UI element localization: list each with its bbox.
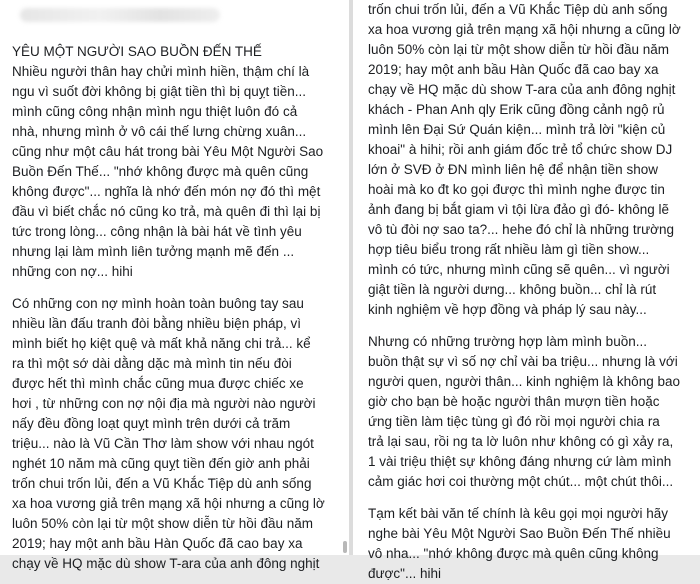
- right-post-text: [368, 0, 698, 584]
- text-line: mình lên Đại Sứ Quán kiện... mình trả lời "kiện củ: [368, 122, 666, 137]
- text-line: khách - Phan Anh qly Erik cũng đồng cảnh ngộ rủ: [368, 102, 665, 117]
- paragraph: [368, 0, 698, 320]
- text-line: ngu vì suốt đời không bị giật tiền thì bị quỵt tiền...: [12, 84, 307, 99]
- text-line: triệu... nào là Vũ Cần Thơ làm show với nhau ngót: [12, 436, 314, 451]
- text-line: hợp tiêu biểu trong rất nhiều làm gì tiền show...: [368, 242, 650, 257]
- text-line: người quen, người thân... kinh nghiệm là không bao: [368, 374, 680, 389]
- text-line: tức trong lòng... công nhận là bài hát về tình yêu: [12, 224, 302, 239]
- text-line: xa hoa vương giả trên mạng xã hội nhưng a cũng lờ: [368, 22, 681, 37]
- right-post-panel: [353, 0, 700, 581]
- text-line: khoai" à hihi; rồi anh giám đốc trẻ tổ chức show DJ: [368, 142, 673, 157]
- text-line: 1 vài triệu thiệt sự không đáng nhưng cứ làm mình: [368, 454, 672, 469]
- paragraph: [368, 504, 698, 584]
- text-line: trốn chui trốn lủi, đến a Vũ Khắc Tiệp dù anh sống: [368, 2, 668, 17]
- text-line: 2019; hay một anh bầu Hàn Quốc đã cao bay xa: [12, 536, 303, 551]
- text-line: không được"... nghĩa là nhớ đến món nợ đó thì mệt: [12, 184, 321, 199]
- text-line: Tạm kết bài văn tế chính là kêu gọi mọi người hãy: [368, 506, 669, 521]
- text-line: trả lại sau, rồi ng ta lờ luôn như không có gì xảy ra,: [368, 434, 674, 449]
- text-line: chạy về HQ mặc dù show T-ara của anh đông nghịt: [368, 82, 676, 97]
- paragraph: [12, 294, 342, 574]
- text-line: cũng như một câu hát trong bài Yêu Một Người Sao: [12, 144, 324, 159]
- text-line: trốn chui trốn lủi, đến a Vũ Khắc Tiệp dù anh sống: [12, 476, 312, 491]
- text-line: mình biết họ kiệt quệ và mất khả năng chi trả... kể: [12, 336, 311, 351]
- text-line: được hết thì mình chắc cũng mua được chiếc xe: [12, 376, 304, 391]
- text-line: ảnh đang bị bắt giam vì tội lừa đảo gì đó- không lẽ: [368, 202, 669, 217]
- post-title: YÊU MỘT NGƯỜI SAO BUỒN ĐẾN THẾ: [12, 44, 262, 59]
- left-post-panel: [0, 0, 349, 571]
- paragraph: [368, 332, 698, 492]
- text-line: chạy về HQ mặc dù show T-ara của anh đông nghịt: [12, 556, 320, 571]
- text-line: Nhiều người thân hay chửi mình hiền, thậm chí là: [12, 64, 310, 79]
- text-line: hơi , từ những con nợ nội địa mà người nào người: [12, 396, 316, 411]
- text-line: xa hoa vương giả trên mạng xã hội nhưng a cũng lờ: [12, 496, 325, 511]
- text-line: nấy đều đồng loạt quỵt mình trên dưới cả trăm: [12, 416, 291, 431]
- text-line: Nhưng có những trường hợp làm mình buồn...: [368, 334, 647, 349]
- text-line: ra thì một sớ dài dằng dặc mà mình tin nếu đòi: [12, 356, 292, 371]
- text-line: hoài mà ko đt ko gọi được thì mình nghe được tin: [368, 182, 665, 197]
- text-line: giờ cho bạn bè hoặc người thân mượn tiền hoặc: [368, 394, 660, 409]
- text-line: luôn 50% còn lại từ một show diễn từ hồi đầu năm: [12, 516, 313, 531]
- text-line: mình có tức, nhưng mình cũng sẽ quên... vì người: [368, 262, 670, 277]
- paragraph: [12, 62, 342, 282]
- text-line: kinh nghiệm về hợp đồng và pháp lý sau này...: [368, 302, 647, 317]
- text-line: Có những con nợ mình hoàn toàn buông tay sau: [12, 296, 304, 311]
- text-line: nghe bài Yêu Một Người Sao Buồn Đến Thế nhiều: [368, 526, 671, 541]
- text-line: nhà, nhưng mình ở vô cái thế lưng chừng xuân...: [12, 124, 307, 139]
- text-line: 2019; hay một anh bầu Hàn Quốc đã cao bay xa: [368, 62, 659, 77]
- scrollbar[interactable]: [343, 541, 347, 553]
- text-line: mình cũng công nhận mình ngu thiệt luôn đó cả: [12, 104, 298, 119]
- text-line: nghét 10 năm mà cũng quỵt tiền đến giờ anh phải: [12, 456, 310, 471]
- text-line: buồn thật sự vì số nợ chỉ vài ba triệu... nhưng là với: [368, 354, 678, 369]
- blurred-header: [20, 8, 220, 22]
- text-line: ứng tiền làm tiệc tùng gì đó rồi mọi người chia ra: [368, 414, 660, 429]
- text-line: giật tiền là người dưng... không buồn... chỉ là rút: [368, 282, 657, 297]
- text-line: lớn ở SVĐ ở ĐN mình liên hệ để nhận tiền show: [368, 162, 658, 177]
- text-line: cảm giác hơi coi thường một chút... một chút thôi...: [368, 474, 674, 489]
- text-line: nhưng lại làm mình liên tưởng mạnh mẽ đến ...: [12, 244, 295, 259]
- text-line: vô nha... "nhớ không được mà quên cũng không: [368, 546, 659, 561]
- text-line: vô tù đòi nợ sao ta?... hehe đó chỉ là những trường: [368, 222, 674, 237]
- left-post-text: [12, 42, 342, 574]
- text-line: nhiều lần đấu tranh đòi bằng nhiều biện pháp, vì: [12, 316, 301, 331]
- text-line: đầu vì biết chắc nó cũng ko trả, mà quên đi thì lại bị: [12, 204, 321, 219]
- text-line: được"... hihi: [368, 566, 441, 581]
- text-line: luôn 50% còn lại từ một show diễn từ hồi đầu năm: [368, 42, 669, 57]
- text-line: những con nợ... hihi: [12, 264, 133, 279]
- text-line: Buồn Đến Thế... "nhớ không được mà quên cũng: [12, 164, 309, 179]
